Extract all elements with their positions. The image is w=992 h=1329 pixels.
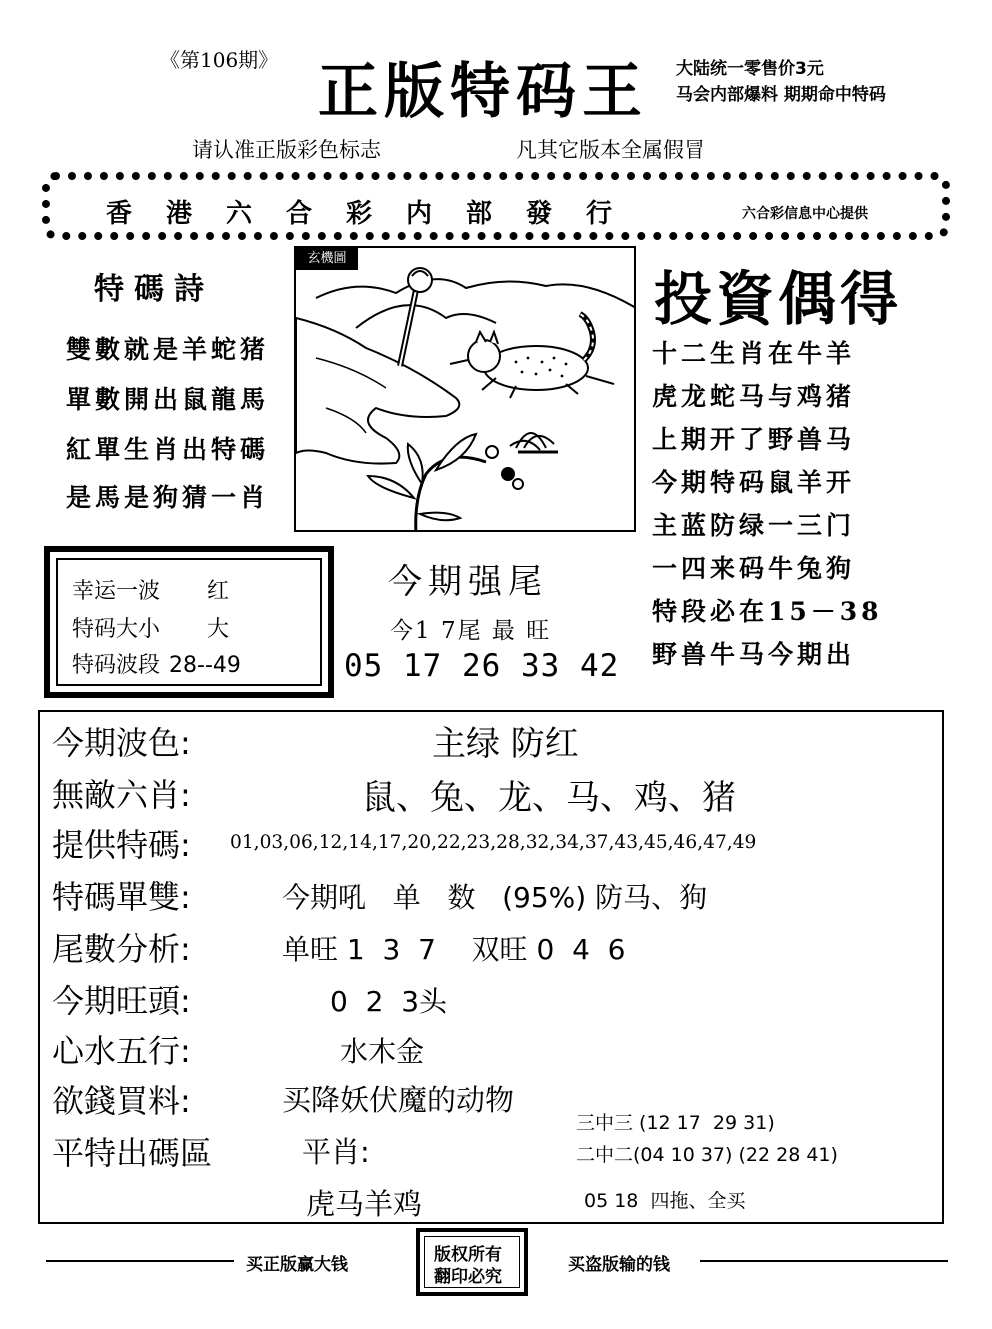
poem-line: 紅單生肖出特碼 bbox=[66, 435, 270, 464]
head-value: 0 2 3头 bbox=[330, 985, 448, 1018]
landscape-illustration bbox=[296, 248, 636, 532]
fake-warning: 凡其它版本全属假冒 bbox=[516, 138, 705, 162]
lucky-value: 28--49 bbox=[169, 653, 241, 678]
combo-line: 二中二(04 10 37) (22 28 41) bbox=[576, 1144, 838, 1166]
lucky-value: 大 bbox=[207, 617, 230, 642]
banner-source: 六合彩信息中心提供 bbox=[742, 206, 868, 222]
invest-line: 上期开了野兽马 bbox=[652, 425, 856, 454]
tail-analysis-value: 单旺 1 3 7 双旺 0 4 6 bbox=[282, 933, 626, 966]
lucky-row bbox=[72, 574, 229, 605]
five-elements-label: 心水五行: bbox=[52, 1032, 191, 1070]
flat-zone-label: 平特出碼區 bbox=[52, 1134, 213, 1172]
lucky-label: 幸运一波 bbox=[72, 579, 161, 604]
poem-title: 特碼詩 bbox=[94, 272, 214, 307]
lucky-value: 红 bbox=[207, 579, 230, 604]
strong-tail-title: 今期强尾 bbox=[388, 562, 548, 602]
hint-picture bbox=[294, 246, 636, 532]
odd-even-label: 特碼單雙: bbox=[52, 878, 191, 916]
picture-label: 玄機圖 bbox=[296, 248, 358, 270]
invest-line: 一四来码牛兔狗 bbox=[652, 554, 856, 583]
special-numbers-value: 01,03,06,12,14,17,20,22,23,28,32,34,37,43,45,46,47,49 bbox=[230, 832, 757, 853]
footer-divider bbox=[46, 1260, 234, 1262]
special-numbers-label: 提供特碼: bbox=[52, 826, 191, 864]
buy-material-value: 买降妖伏魔的动物 bbox=[282, 1083, 515, 1117]
strong-tail-subtitle: 今1 7尾 最 旺 bbox=[390, 618, 552, 644]
issue-number: 《第106期》 bbox=[160, 48, 279, 72]
invest-title: 投資偶得 bbox=[654, 265, 903, 333]
invest-line: 十二生肖在牛羊 bbox=[652, 339, 856, 368]
wave-color-value: 主绿 防红 bbox=[432, 724, 579, 764]
invest-line: 特段必在15－38 bbox=[652, 597, 883, 626]
invest-line: 野兽牛马今期出 bbox=[652, 640, 856, 669]
lucky-label: 特码大小 bbox=[72, 617, 161, 642]
poem-line: 單數開出鼠龍馬 bbox=[66, 385, 270, 414]
lucky-label: 特码波段 bbox=[72, 653, 161, 678]
five-elements-value: 水木金 bbox=[340, 1035, 425, 1068]
flat-zone-zodiac: 虎马羊鸡 bbox=[306, 1187, 423, 1221]
wave-color-label: 今期波色: bbox=[52, 724, 191, 762]
poem-line: 雙數就是羊蛇猪 bbox=[66, 335, 270, 364]
buy-material-label: 欲錢買料: bbox=[52, 1082, 191, 1120]
six-zodiac-label: 無敵六肖: bbox=[52, 776, 191, 814]
banner-text: 香港六合彩内部發行 bbox=[106, 199, 647, 229]
invest-line: 今期特码鼠羊开 bbox=[652, 468, 856, 497]
tagline-text: 马会内部爆料 期期命中特码 bbox=[676, 85, 886, 105]
lucky-row bbox=[72, 648, 241, 679]
price-text: 大陆统一零售价3元 bbox=[676, 59, 824, 79]
invest-line: 虎龙蛇马与鸡猪 bbox=[652, 382, 856, 411]
footer-right-text: 买盗版输的钱 bbox=[568, 1255, 670, 1275]
combo-line: 三中三 (12 17 29 31) bbox=[576, 1112, 775, 1134]
page-title: 正版特码王 bbox=[318, 57, 648, 127]
verify-notice: 请认准正版彩色标志 bbox=[192, 138, 381, 162]
head-label: 今期旺頭: bbox=[52, 982, 191, 1020]
lucky-row bbox=[72, 612, 229, 643]
flat-zone-sublabel: 平肖: bbox=[302, 1135, 370, 1169]
tail-analysis-label: 尾數分析: bbox=[52, 930, 191, 968]
combo-line: 05 18 四拖、全买 bbox=[584, 1190, 746, 1212]
invest-line: 主蓝防绿一三门 bbox=[652, 511, 856, 540]
six-zodiac-value: 鼠、兔、龙、马、鸡、猪 bbox=[362, 778, 736, 818]
copyright-line: 翻印必究 bbox=[434, 1267, 502, 1287]
footer-divider bbox=[700, 1260, 948, 1262]
strong-tail-numbers: 05 17 26 33 42 bbox=[344, 648, 620, 684]
copyright-line: 版权所有 bbox=[434, 1245, 502, 1265]
poem-line: 是馬是狗猜一肖 bbox=[66, 483, 270, 512]
footer-left-text: 买正版赢大钱 bbox=[246, 1255, 348, 1275]
odd-even-value: 今期吼 单 数 (95%) 防马、狗 bbox=[282, 881, 708, 914]
